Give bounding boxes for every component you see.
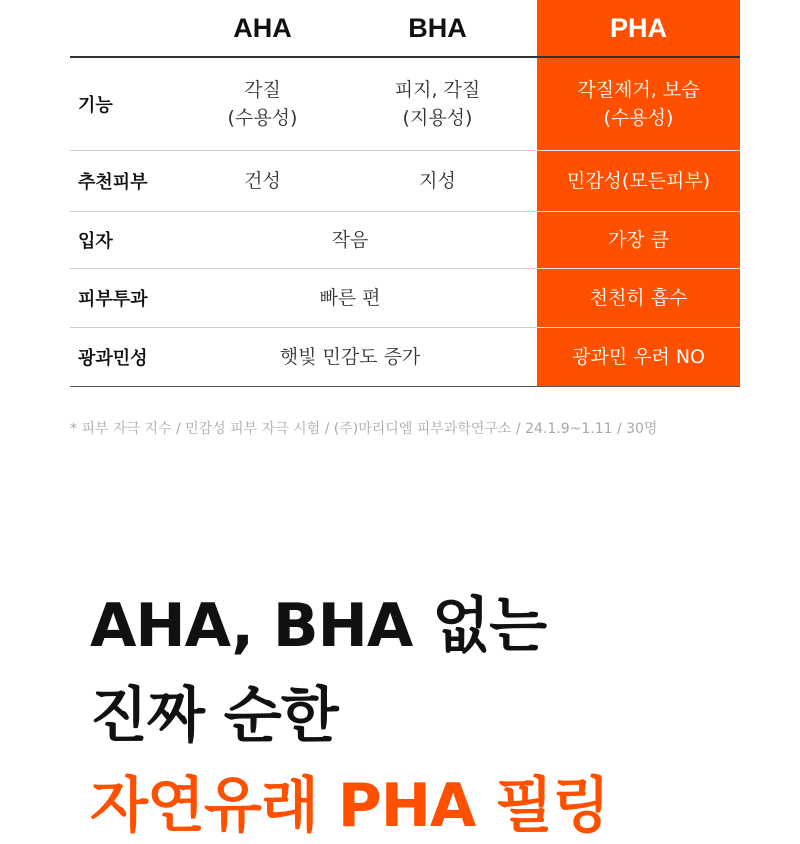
cell-line: 작음 xyxy=(331,229,369,251)
row-label-recommended-skin: 추천피부 xyxy=(78,172,148,193)
column-header-aha: AHA xyxy=(233,12,292,43)
headline-line-3: 자연유래 PHA 필링 xyxy=(90,771,610,841)
cell-line: 민감성(모든피부) xyxy=(566,170,711,192)
column-header-bha: BHA xyxy=(408,12,467,43)
cell-line: (지용성) xyxy=(402,107,473,129)
cell-pha-skin xyxy=(537,151,740,211)
table-bottom-rule xyxy=(70,386,740,387)
cell-line: 건성 xyxy=(244,170,281,192)
headline-line-2: 진짜 순한 xyxy=(90,681,338,751)
row-label-photosensitivity: 광과민성 xyxy=(78,348,148,369)
cell-line: (수용성) xyxy=(227,107,298,129)
cell-pha-photosensitivity xyxy=(537,328,740,386)
cell-pha-particle xyxy=(537,212,740,268)
cell-aha-bha-particle xyxy=(180,212,520,268)
cell-line: (수용성) xyxy=(603,107,674,129)
cell-line: 광과민 우려 NO xyxy=(571,346,706,368)
cell-line: 지성 xyxy=(419,170,456,192)
row-label-particle: 입자 xyxy=(78,231,113,252)
cell-line: 각질 xyxy=(244,79,281,101)
cell-bha-skin xyxy=(355,151,520,211)
cell-pha-function xyxy=(537,58,740,150)
cell-line: 천천히 흡수 xyxy=(589,287,688,309)
headline-line-1: AHA, BHA 없는 xyxy=(90,591,547,661)
cell-aha-function xyxy=(180,58,345,150)
cell-line: 피지, 각질 xyxy=(394,79,481,101)
cell-aha-bha-photosensitivity xyxy=(180,328,520,386)
cell-pha-penetration xyxy=(537,269,740,327)
cell-line: 빠른 편 xyxy=(319,287,381,309)
footnote: * 피부 자극 지수 / 민감성 피부 자극 시험 / (주)마리디엠 피부과학연구소 / 24.1.9~1.11 / 30명 xyxy=(70,421,658,437)
cell-line: 가장 큼 xyxy=(607,229,670,251)
cell-line: 햇빛 민감도 증가 xyxy=(279,346,421,368)
column-header-pha: PHA xyxy=(609,12,667,43)
row-label-penetration: 피부투과 xyxy=(78,289,148,310)
cell-aha-bha-penetration xyxy=(180,269,520,327)
cell-bha-function xyxy=(355,58,520,150)
row-label-function: 기능 xyxy=(78,95,113,116)
cell-line: 각질제거, 보습 xyxy=(577,79,700,101)
cell-aha-skin xyxy=(180,151,345,211)
